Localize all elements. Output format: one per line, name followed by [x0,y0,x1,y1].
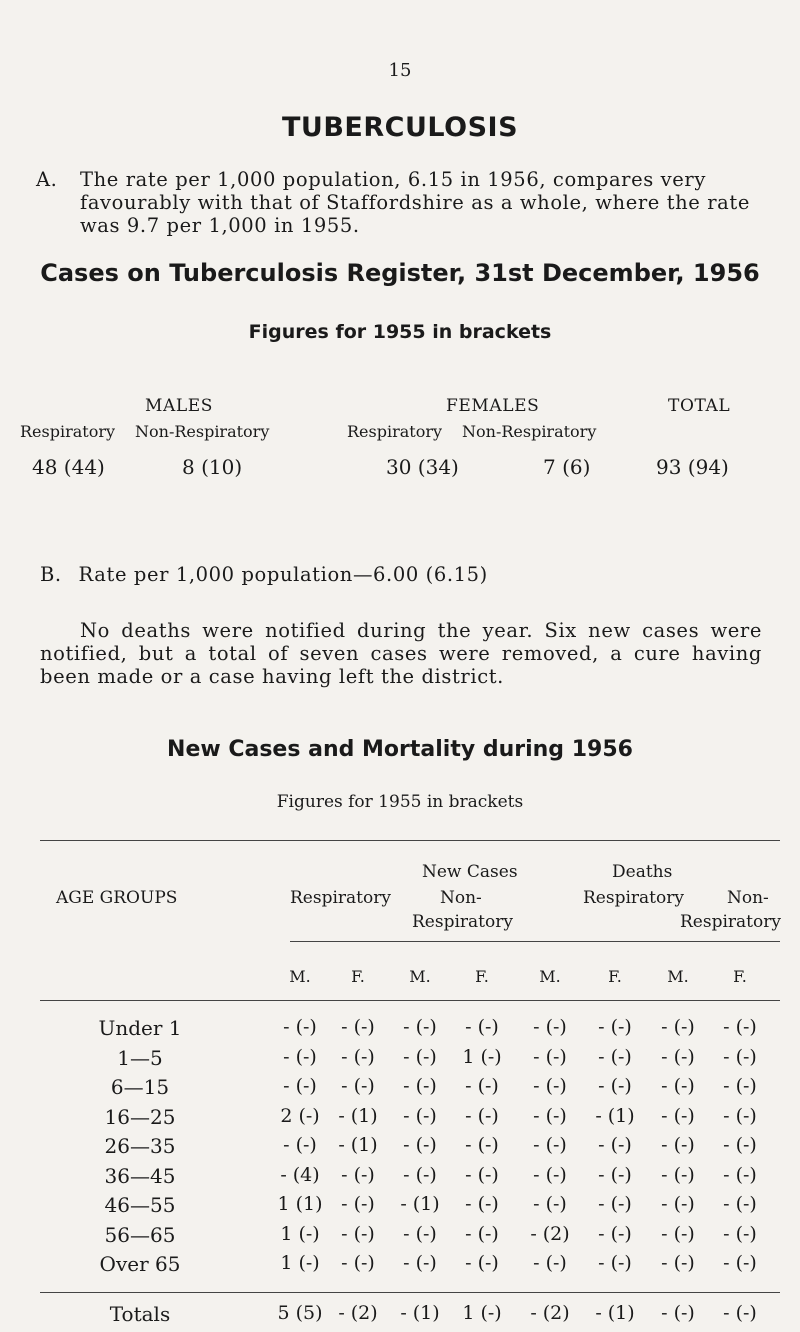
table-cell: - (-) [341,1075,375,1097]
table-cell: - (-) [533,1104,567,1127]
table-cell: - (-) [403,1104,437,1127]
mf-header-cell: M. [289,967,311,986]
age-group-label: 56—65 [104,1222,176,1247]
table-row [0,1016,800,1046]
section-b-label: B. [40,563,62,586]
table-row [0,1105,800,1135]
table-cell: - (1) [400,1302,440,1324]
age-group-label: Under 1 [98,1016,182,1040]
deaths-nonrespiratory-header-2: Respiratory [680,912,781,932]
mf-header-cell: M. [539,967,561,986]
table-cell: - (-) [533,1134,567,1156]
page-number: 15 [388,60,412,81]
register-female-nonrespiratory-value: 7 (6) [543,455,591,479]
table-cell: - (-) [661,1302,695,1324]
mf-header-cell: M. [409,967,431,986]
table-cell: - (-) [661,1104,695,1127]
table-cell: - (-) [533,1163,567,1186]
table-cell: - (-) [723,1163,757,1186]
register-male-respiratory-label: Respiratory [20,422,116,441]
table-cell: - (-) [283,1075,317,1097]
table-cell: - (-) [465,1222,499,1245]
table-cell: 1 (-) [462,1302,502,1324]
table-cell: - (2) [530,1302,570,1324]
table-cell: - (-) [403,1252,437,1274]
age-group-label: Totals [109,1302,171,1326]
register-female-respiratory-label: Respiratory [347,422,443,441]
table-cell: - (-) [403,1016,437,1038]
mf-header-cell: F. [475,967,489,986]
table-cell: - (-) [661,1134,695,1156]
register-females-header: FEMALES [446,396,540,416]
table-cell: - (-) [465,1075,499,1097]
table-cell: - (-) [598,1045,632,1068]
table-row [0,1193,800,1223]
section-a-text: The rate per 1,000 population, 6.15 in 1956, compares very favourably with that of Staffordshire as a whole, where the rate was 9.7 per 1,000 in 1955. [80,168,750,237]
table-cell: - (-) [723,1104,757,1127]
register-male-nonrespiratory-value: 8 (10) [182,455,243,479]
table-cell: - (-) [341,1222,375,1245]
age-group-label: 46—55 [104,1193,176,1217]
age-group-label: 26—35 [104,1134,176,1158]
table-cell: - (-) [533,1193,567,1215]
table-cell: - (-) [341,1016,375,1038]
table-cell: - (1) [338,1104,378,1127]
table-cell: - (-) [341,1252,375,1274]
new-cases-header: New Cases [422,862,518,882]
table-cell: - (-) [465,1163,499,1186]
table-cell: - (-) [723,1016,757,1038]
section-b-text: Rate per 1,000 population—6.00 (6.15) [78,563,488,586]
table-cell: - (-) [341,1193,375,1215]
totals-row [0,1302,800,1332]
table-top-rule [40,840,780,841]
age-group-label: 36—45 [104,1163,176,1188]
table-row [0,1223,800,1253]
section-a-label: A. [36,168,58,191]
age-group-label: 1—5 [117,1045,163,1070]
mf-header-cell: F. [351,967,365,986]
register-total-value: 93 (94) [656,455,729,479]
table-cell: - (-) [661,1075,695,1097]
table-cell: - (-) [403,1045,437,1068]
table-cell: - (-) [283,1134,317,1156]
table-cell: - (-) [598,1193,632,1215]
table-cell: - (-) [661,1222,695,1245]
table-cell: - (2) [338,1302,378,1324]
new-nonrespiratory-header-2: Respiratory [412,912,513,932]
table-cell: - (-) [533,1075,567,1097]
table-cell: - (-) [341,1163,375,1186]
subheader-rule [290,941,780,942]
register-male-nonrespiratory-label: Non-Respiratory [135,422,270,441]
deaths-paragraph: No deaths were notified during the year. Six new cases were notified, but a total of seven cases were removed, a cure having been made or a case having left the district. [40,619,762,688]
mortality-heading: New Cases and Mortality during 1956 [167,737,633,762]
deaths-header: Deaths [612,862,673,882]
table-cell: - (-) [598,1163,632,1186]
table-cell: - (-) [723,1302,757,1324]
table-cell: - (-) [283,1016,317,1038]
table-cell: - (-) [598,1075,632,1097]
table-cell: - (-) [598,1222,632,1245]
table-cell: - (-) [533,1045,567,1068]
mf-header-cell: M. [667,967,689,986]
table-cell: - (-) [661,1016,695,1038]
table-cell: - (-) [533,1252,567,1274]
table-row [0,1252,800,1282]
table-cell: - (-) [723,1134,757,1156]
table-cell: - (-) [465,1134,499,1156]
table-cell: - (-) [465,1104,499,1127]
table-cell: - (-) [598,1016,632,1038]
section-a-paragraph [36,168,760,237]
table-row [0,1075,800,1105]
age-group-label: Over 65 [99,1252,181,1276]
table-cell: - (-) [723,1045,757,1068]
table-cell: 2 (-) [280,1104,320,1127]
table-cell: - (1) [338,1134,378,1156]
table-cell: - (-) [661,1252,695,1274]
mf-header-cell: F. [733,967,747,986]
table-cell: - (4) [280,1163,320,1186]
section-b-paragraph [40,563,780,586]
table-cell: 5 (5) [277,1302,323,1324]
table-cell: - (-) [723,1075,757,1097]
table-cell: - (-) [465,1016,499,1038]
table-cell: - (-) [661,1163,695,1186]
table-cell: - (2) [530,1222,570,1245]
register-female-nonrespiratory-label: Non-Respiratory [462,422,597,441]
table-cell: 1 (-) [280,1222,320,1245]
page-title: TUBERCULOSIS [281,112,519,143]
table-cell: - (-) [598,1134,632,1156]
new-respiratory-header: Respiratory [290,888,391,908]
table-cell: - (1) [595,1104,635,1127]
register-males-header: MALES [145,396,214,416]
mortality-subheading: Figures for 1955 in brackets [276,792,524,812]
table-cell: - (-) [465,1193,499,1215]
table-cell: - (1) [595,1302,635,1324]
table-cell: 1 (-) [280,1252,320,1274]
header-bottom-rule [40,1000,780,1001]
table-cell: - (-) [661,1193,695,1215]
age-group-label: 6—15 [110,1075,170,1099]
table-cell: - (-) [403,1222,437,1245]
table-cell: - (-) [341,1045,375,1068]
table-row [0,1164,800,1194]
deaths-nonrespiratory-header: Non- [727,888,769,908]
table-cell: - (-) [723,1193,757,1215]
table-cell: - (-) [723,1222,757,1245]
table-cell: - (-) [661,1045,695,1068]
table-cell: - (-) [465,1252,499,1274]
register-male-respiratory-value: 48 (44) [32,455,105,479]
table-cell: - (-) [533,1016,567,1038]
table-cell: - (-) [598,1252,632,1274]
mf-header-cell: F. [608,967,622,986]
register-total-header: TOTAL [668,396,731,416]
deaths-respiratory-header: Respiratory [583,888,684,908]
table-row [0,1134,800,1164]
table-cell: - (-) [403,1075,437,1097]
table-cell: - (-) [283,1045,317,1068]
table-bottom-rule [40,1292,780,1293]
register-subheading: Figures for 1955 in brackets [248,321,552,343]
table-cell: - (-) [403,1163,437,1186]
table-cell: - (1) [400,1193,440,1215]
age-group-label: 16—25 [104,1104,176,1129]
table-cell: 1 (-) [462,1045,502,1068]
table-cell: - (-) [403,1134,437,1156]
new-nonrespiratory-header: Non- [440,888,482,908]
register-heading: Cases on Tuberculosis Register, 31st December, 1956 [40,259,760,287]
register-female-respiratory-value: 30 (34) [386,455,459,479]
age-groups-header: AGE GROUPS [56,888,178,908]
table-cell: 1 (1) [277,1193,323,1215]
table-cell: - (-) [723,1252,757,1274]
table-row [0,1046,800,1076]
